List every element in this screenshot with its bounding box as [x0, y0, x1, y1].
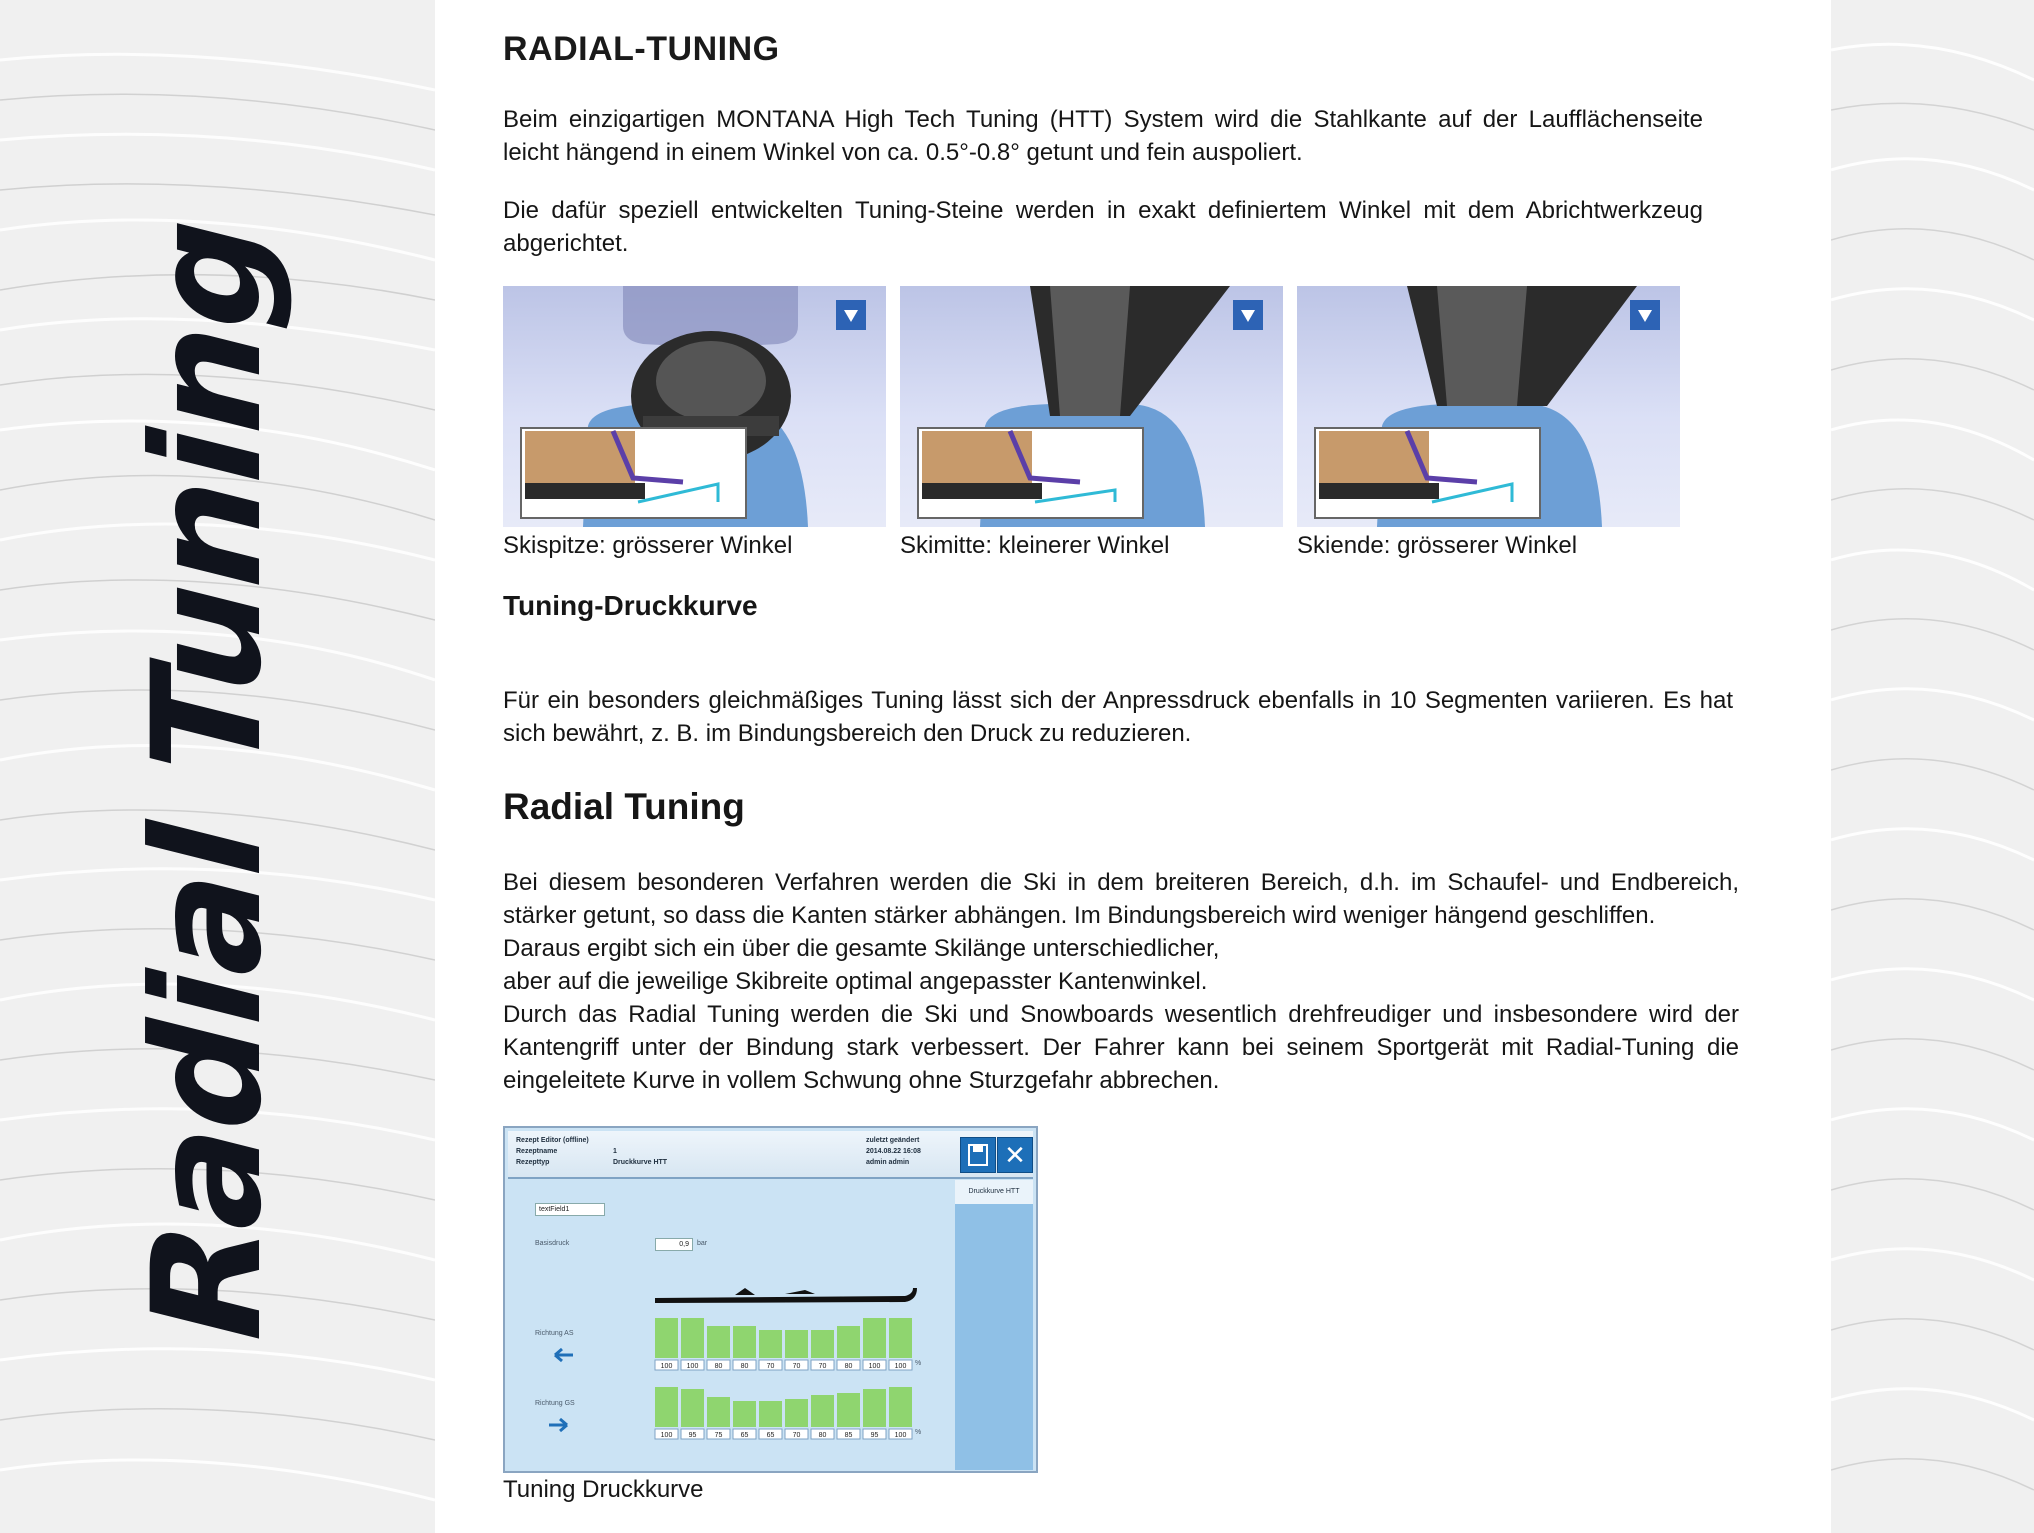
radial-line-3: aber auf die jeweilige Skibreite optimal angepasster Kantenwinkel.: [503, 968, 1208, 995]
page-title: RADIAL-TUNING: [503, 30, 780, 68]
as-value-8: 80: [844, 1363, 853, 1370]
gs-bar-3[interactable]: [707, 1397, 730, 1427]
close-icon[interactable]: ✕: [997, 1137, 1033, 1173]
as-value-1: 100: [660, 1363, 673, 1370]
basis-value-field[interactable]: 0,9: [655, 1238, 693, 1251]
montana-logo-3: [1297, 286, 1680, 527]
as-bar-10[interactable]: [889, 1318, 912, 1358]
gs-bar-1[interactable]: [655, 1387, 678, 1427]
as-value-4: 80: [740, 1363, 749, 1370]
header-right-3: admin admin: [866, 1159, 910, 1166]
text-field[interactable]: textField1: [535, 1203, 605, 1216]
arrow-right-icon: [549, 1419, 567, 1431]
gs-bar-6[interactable]: [785, 1399, 808, 1427]
ski-silhouette: [655, 1288, 917, 1303]
as-unit: %: [915, 1360, 922, 1367]
radial-line-4: Durch das Radial Tuning werden die Ski und Snowboards wesentlich drehfreudiger und insbesondere wird der Kantengriff unter der Bindung stark verbessert. Der Fahrer kann bei seinem Sportgerät mit Radial-Tuning die eingeleitete Kurve in vollem Schwung ohne Sturzgefahr abbrechen.: [503, 1001, 1739, 1094]
gs-unit: %: [915, 1429, 922, 1436]
header-left-3: Rezepttyp: [516, 1159, 550, 1166]
caption-skispitze: Skispitze: grösserer Winkel: [503, 532, 793, 559]
header-mid-1: 1: [613, 1148, 617, 1155]
pressure-curve-graphic: [505, 1128, 1036, 1471]
arrow-left-icon: [555, 1349, 573, 1361]
gs-bar-5[interactable]: [759, 1401, 782, 1427]
wood-texture-right: [1831, 0, 2034, 1533]
radial-line-2: Daraus ergibt sich ein über die gesamte Skilänge unterschiedlicher,: [503, 935, 1220, 962]
gs-bar-9[interactable]: [863, 1389, 886, 1427]
as-bar-4[interactable]: [733, 1326, 756, 1358]
as-bar-7[interactable]: [811, 1330, 834, 1358]
gs-value-10: 100: [894, 1432, 907, 1439]
header-mid-2: Druckkurve HTT: [613, 1159, 668, 1166]
image-skispitze: [503, 286, 886, 527]
as-value-6: 70: [792, 1363, 801, 1370]
intro-paragraph-2: Die dafür speziell entwickelten Tuning-Steine werden in exakt definiertem Winkel mit dem Abrichtwerkzeug abgerichtet.: [503, 197, 1703, 257]
right-decorative-panel: [1831, 0, 2034, 1533]
as-bar-1[interactable]: [655, 1318, 678, 1358]
header-left-2: Rezeptname: [516, 1148, 558, 1155]
as-value-10: 100: [894, 1363, 907, 1370]
as-bar-5[interactable]: [759, 1330, 782, 1358]
binding-silhouette: [735, 1288, 815, 1295]
druckkurve-heading: Tuning-Druckkurve: [503, 590, 758, 621]
row-as-label: Richtung AS: [535, 1330, 574, 1337]
gs-value-8: 85: [844, 1432, 853, 1439]
basis-label: Basisdruck: [535, 1240, 570, 1247]
caption-skiende: Skiende: grösserer Winkel: [1297, 532, 1578, 559]
left-decorative-panel: [0, 0, 435, 1533]
gs-bar-4[interactable]: [733, 1401, 756, 1427]
gs-value-6: 70: [792, 1432, 801, 1439]
as-value-2: 100: [686, 1363, 699, 1370]
gs-value-9: 95: [870, 1432, 879, 1439]
montana-logo-2: [900, 286, 1283, 527]
radial-paragraph: [503, 866, 1739, 1097]
gs-bar-group: [655, 1387, 912, 1439]
gs-value-3: 75: [714, 1432, 723, 1439]
gs-bar-8[interactable]: [837, 1393, 860, 1427]
as-value-3: 80: [714, 1363, 723, 1370]
caption-skimitte: Skimitte: kleinerer Winkel: [900, 532, 1170, 559]
gs-bar-7[interactable]: [811, 1395, 834, 1427]
header-left-1: Rezept Editor (offline): [516, 1137, 589, 1144]
as-bar-3[interactable]: [707, 1326, 730, 1358]
radial-heading: Radial Tuning: [503, 786, 745, 827]
panel-title: Druckkurve HTT: [955, 1180, 1033, 1204]
as-bar-6[interactable]: [785, 1330, 808, 1358]
header-right-2: 2014.08.22 16:08: [866, 1148, 921, 1155]
recipe-editor-screenshot: [503, 1126, 1038, 1473]
gs-bar-10[interactable]: [889, 1387, 912, 1427]
gs-value-1: 100: [660, 1432, 673, 1439]
montana-logo-1: [503, 286, 886, 527]
vertical-title: Radial Tuning: [121, 198, 295, 1362]
as-value-5: 70: [766, 1363, 775, 1370]
basis-unit: bar: [697, 1240, 708, 1247]
gs-value-5: 65: [766, 1432, 775, 1439]
image-skiende: [1297, 286, 1680, 527]
screenshot-caption: Tuning Druckkurve: [503, 1476, 704, 1503]
as-bar-8[interactable]: [837, 1326, 860, 1358]
as-bar-2[interactable]: [681, 1318, 704, 1358]
gs-value-2: 95: [688, 1432, 697, 1439]
as-bar-9[interactable]: [863, 1318, 886, 1358]
gs-bar-2[interactable]: [681, 1389, 704, 1427]
as-value-7: 70: [818, 1363, 827, 1370]
row-gs-label: Richtung GS: [535, 1400, 575, 1407]
intro-paragraph-1: Beim einzigartigen MONTANA High Tech Tuning (HTT) System wird die Stahlkante auf der Laufflächenseite leicht hängend in einem Winkel von ca. 0.5°-0.8° getunt und fein auspoliert.: [503, 106, 1703, 166]
as-value-9: 100: [868, 1363, 881, 1370]
gs-value-7: 80: [818, 1432, 827, 1439]
header-right-1: zuletzt geändert: [866, 1137, 920, 1144]
image-skimitte: [900, 286, 1283, 527]
gs-value-4: 65: [740, 1432, 749, 1439]
as-bar-group: [655, 1318, 912, 1370]
druckkurve-paragraph: Für ein besonders gleichmäßiges Tuning lässt sich der Anpressdruck ebenfalls in 10 Segmenten variieren. Es hat sich bewährt, z. B. im Bindungsbereich den Druck zu reduzieren.: [503, 687, 1733, 747]
radial-line-1: Bei diesem besonderen Verfahren werden die Ski in dem breiteren Bereich, d.h. im Schaufel- und Endbereich, stärker getunt, so dass die Kanten stärker abhängen. Im Bindungsbereich wird weniger hängend geschliffen.: [503, 869, 1739, 929]
